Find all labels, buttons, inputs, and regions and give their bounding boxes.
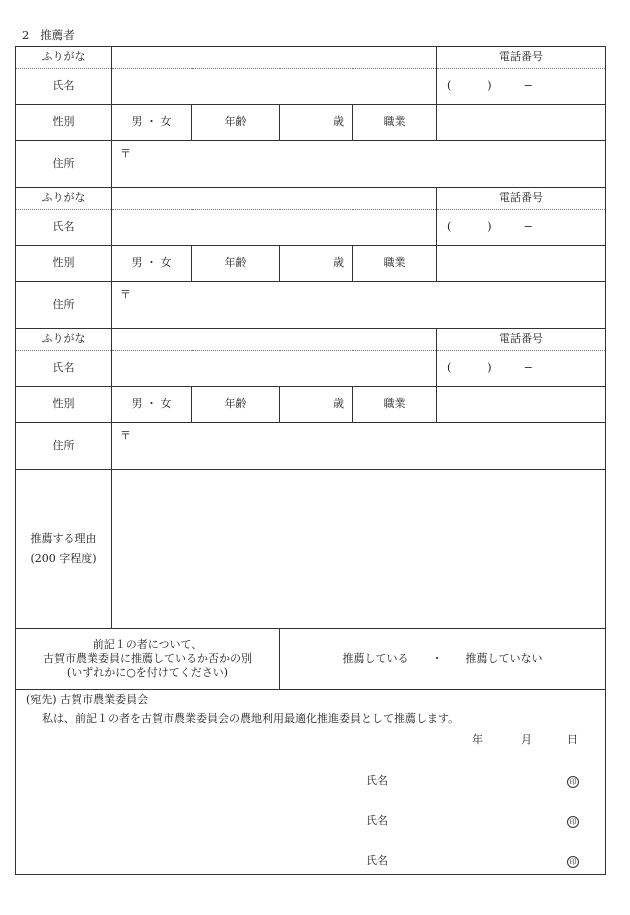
phone-close-paren: ) xyxy=(487,220,492,234)
option-recommending[interactable]: 推薦している xyxy=(342,651,409,665)
section-title: 推薦者 xyxy=(40,28,75,42)
occupation-field[interactable] xyxy=(437,387,606,423)
age-label: 年齢 xyxy=(192,105,280,141)
phone-dash: − xyxy=(523,361,533,375)
phone-field[interactable] xyxy=(437,69,606,105)
sex-label: 性別 xyxy=(16,105,112,141)
seal-mark xyxy=(567,854,579,868)
reason-label-cell xyxy=(16,470,112,629)
occupation-label: 職業 xyxy=(353,105,437,141)
recommendation-question xyxy=(16,629,280,690)
age-unit: 歳 xyxy=(333,115,344,129)
name-label: 氏名 xyxy=(16,351,112,387)
age-unit: 歳 xyxy=(333,256,344,270)
address-field[interactable] xyxy=(112,423,606,470)
signer-name-label: 氏名 xyxy=(366,774,388,787)
name-label: 氏名 xyxy=(16,210,112,246)
reason-label: 推薦する理由 xyxy=(30,531,97,545)
form-body xyxy=(16,47,606,875)
question-line-2: 古賀市農業委員に推薦しているか否かの別 xyxy=(43,651,252,665)
furigana-field[interactable] xyxy=(112,47,437,69)
phone-label: 電話番号 xyxy=(437,329,606,351)
sex-options[interactable]: 男 ・ 女 xyxy=(112,105,192,141)
option-separator: ・ xyxy=(431,651,443,665)
section-number: 2 xyxy=(22,28,30,42)
furigana-field[interactable] xyxy=(112,188,437,210)
phone-field[interactable] xyxy=(437,210,606,246)
phone-dash: − xyxy=(523,79,533,93)
sex-age-row xyxy=(16,105,606,141)
sex-options[interactable]: 男 ・ 女 xyxy=(112,246,192,282)
postal-mark: 〒 xyxy=(120,288,131,301)
question-line-3: (いずれかに○を付けてください) xyxy=(66,666,229,680)
address-label: 住所 xyxy=(16,141,112,188)
furigana-label: ふりがな xyxy=(16,47,112,69)
phone-open-paren: ( xyxy=(447,79,452,93)
phone-field[interactable] xyxy=(437,351,606,387)
occupation-label: 職業 xyxy=(353,387,437,423)
closing-section xyxy=(16,690,606,875)
age-field[interactable] xyxy=(280,387,353,423)
address-row xyxy=(16,141,606,188)
closing-row xyxy=(16,690,606,875)
name-row xyxy=(16,351,606,387)
phone-label: 電話番号 xyxy=(437,188,606,210)
name-field[interactable] xyxy=(112,351,437,387)
age-field[interactable] xyxy=(280,246,353,282)
date-year-label[interactable]: 年 xyxy=(472,733,483,746)
date-month-label[interactable]: 月 xyxy=(521,733,532,746)
occupation-field[interactable] xyxy=(437,246,606,282)
reason-field[interactable] xyxy=(112,470,606,629)
phone-open-paren: ( xyxy=(447,220,452,234)
name-label: 氏名 xyxy=(16,69,112,105)
seal-icon: 印 xyxy=(567,856,579,868)
sex-age-row xyxy=(16,246,606,282)
addressee: (宛先) 古賀市農業委員会 xyxy=(26,693,149,706)
reason-row xyxy=(16,470,606,629)
name-row xyxy=(16,210,606,246)
furigana-row xyxy=(16,329,606,351)
name-row xyxy=(16,69,606,105)
option-not-recommending[interactable]: 推薦していない xyxy=(465,651,543,665)
furigana-row xyxy=(16,188,606,210)
address-label: 住所 xyxy=(16,282,112,329)
address-row xyxy=(16,423,606,470)
furigana-label: ふりがな xyxy=(16,329,112,351)
phone-dash: − xyxy=(523,220,533,234)
sex-label: 性別 xyxy=(16,246,112,282)
furigana-row xyxy=(16,47,606,69)
address-label: 住所 xyxy=(16,423,112,470)
sex-options[interactable]: 男 ・ 女 xyxy=(112,387,192,423)
phone-open-paren: ( xyxy=(447,361,452,375)
seal-mark xyxy=(567,774,579,788)
question-line-1: 前記１の者について、 xyxy=(92,637,203,651)
phone-close-paren: ) xyxy=(487,79,492,93)
age-label: 年齢 xyxy=(192,246,280,282)
furigana-label: ふりがな xyxy=(16,188,112,210)
recommendation-status-row xyxy=(16,629,606,690)
recommender-form-table xyxy=(15,46,606,875)
address-field[interactable] xyxy=(112,141,606,188)
address-field[interactable] xyxy=(112,282,606,329)
name-field[interactable] xyxy=(112,69,437,105)
seal-mark xyxy=(567,814,579,828)
date-day-label[interactable]: 日 xyxy=(567,733,578,746)
age-label: 年齢 xyxy=(192,387,280,423)
postal-mark: 〒 xyxy=(120,429,131,442)
age-unit: 歳 xyxy=(333,397,344,411)
sex-label: 性別 xyxy=(16,387,112,423)
occupation-label: 職業 xyxy=(353,246,437,282)
reason-note: (200 字程度) xyxy=(30,552,97,565)
recommendation-options xyxy=(280,629,606,690)
recommendation-statement: 私は、前記１の者を古賀市農業委員会の農地利用最適化推進委員として推薦します。 xyxy=(42,712,460,725)
occupation-field[interactable] xyxy=(437,105,606,141)
phone-label: 電話番号 xyxy=(437,47,606,69)
postal-mark: 〒 xyxy=(120,147,131,160)
seal-icon: 印 xyxy=(567,776,579,788)
signer-name-label: 氏名 xyxy=(366,814,388,827)
sex-age-row xyxy=(16,387,606,423)
age-field[interactable] xyxy=(280,105,353,141)
phone-close-paren: ) xyxy=(487,361,492,375)
seal-icon: 印 xyxy=(567,816,579,828)
name-field[interactable] xyxy=(112,210,437,246)
furigana-field[interactable] xyxy=(112,329,437,351)
address-row xyxy=(16,282,606,329)
section-heading xyxy=(22,27,75,43)
signer-name-label: 氏名 xyxy=(366,854,388,867)
